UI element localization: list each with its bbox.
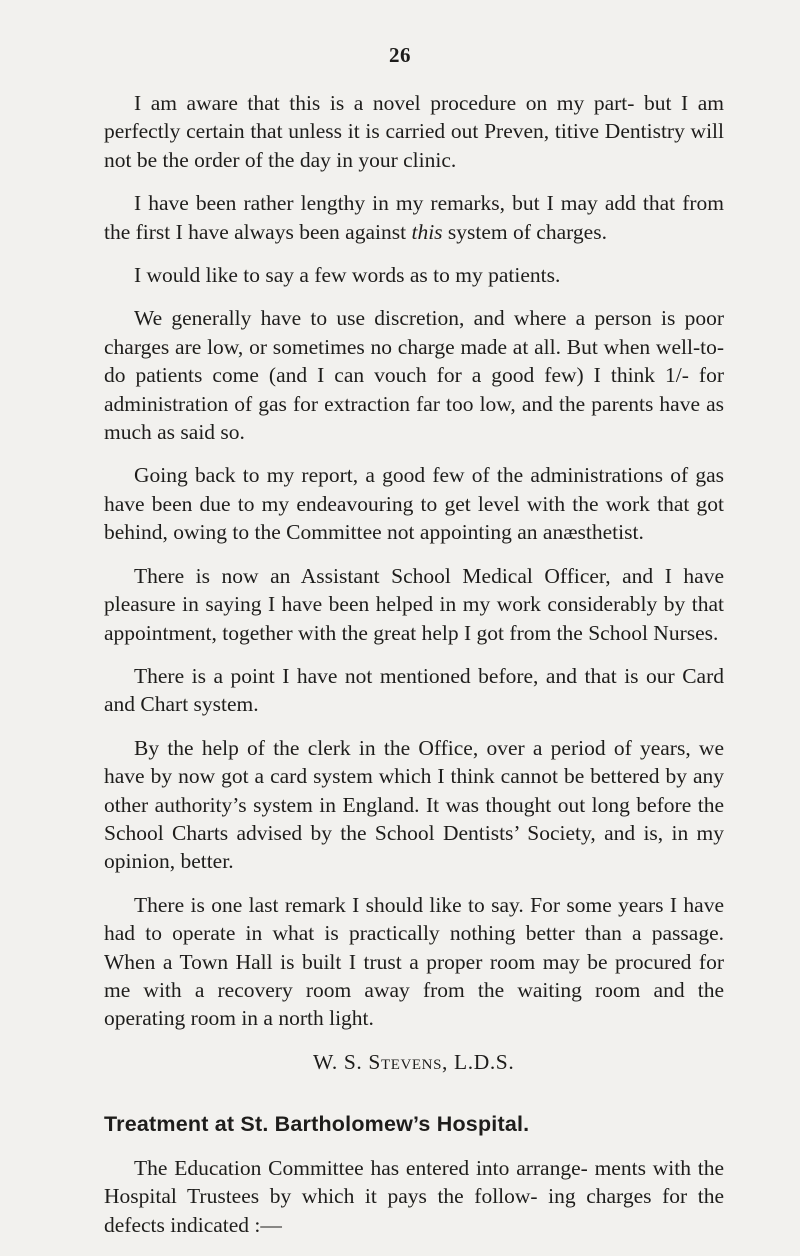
- signature-surname: Stevens: [368, 1049, 443, 1074]
- paragraph-lengthy-remarks-end: system of charges.: [442, 219, 607, 244]
- signature-degree: , L.D.S.: [442, 1049, 515, 1074]
- signature-initials: W. S.: [313, 1049, 369, 1074]
- paragraph-report-gas: Going back to my report, a good few of the administrations of gas have been due to my endeavouring to get level with the work that got behind, owing to the Committee not appointing an anæsthetist.: [104, 463, 724, 545]
- paragraph-patients-intro: I would like to say a few words as to my patients.: [134, 263, 561, 288]
- page-number: 26: [389, 43, 411, 67]
- letter-body: [104, 89, 724, 1254]
- paragraph-novel-procedure: I am aware that this is a novel procedure on my part- but I am perfectly certain that unless it is carried out Preven, titive Dentistry will not be the order of the day in your clinic.: [104, 91, 724, 172]
- paragraph-card-system: By the help of the clerk in the Office, over a period of years, we have by now got a card system which I think cannot be bettered by any other authority’s system in England. It was thought out long before the School Charts advised by the School Dentists’ Society, and is, in my opinion, better.: [104, 735, 724, 874]
- emphasis-this: this: [411, 219, 443, 244]
- paragraph-last-remark: There is one last remark I should like to say. For some years I have had to operate in what is practically nothing better than a passage. When a Town Hall is built I trust a proper room may be procured for me with a recovery room away from the waiting room and the operating room in a north light.: [104, 892, 724, 1031]
- paragraph-card-chart: There is a point I have not mentioned before, and that is our Card and Chart system.: [104, 663, 724, 717]
- paragraph-discretion: We generally have to use discretion, and where a person is poor charges are low, or sometimes no charge made at all. But when well-to-do patients come (and I can vouch for a good few) I think 1/- for administration of gas for extraction far too low, and the parents have as much as said so.: [104, 306, 724, 445]
- paragraph-lengthy-remarks: [104, 189, 724, 246]
- signature: [104, 1048, 724, 1076]
- section-heading: Treatment at St. Bartholomew’s Hospital.: [104, 1111, 530, 1136]
- paragraph-assistant-officer: There is now an Assistant School Medical Officer, and I have pleasure in saying I have been helped in my work considerably by that appointment, together with the great help I got from the School Nurses.: [104, 563, 724, 645]
- paragraph-education-committee: The Education Committee has entered into arrange- ments with the Hospital Trustees by which it pays the follow- ing charges for the defects indicated :—: [104, 1155, 724, 1237]
- paragraph-lengthy-remarks-start: I have been rather lengthy in my remarks, but I may add that from the first I have always been against: [104, 191, 724, 244]
